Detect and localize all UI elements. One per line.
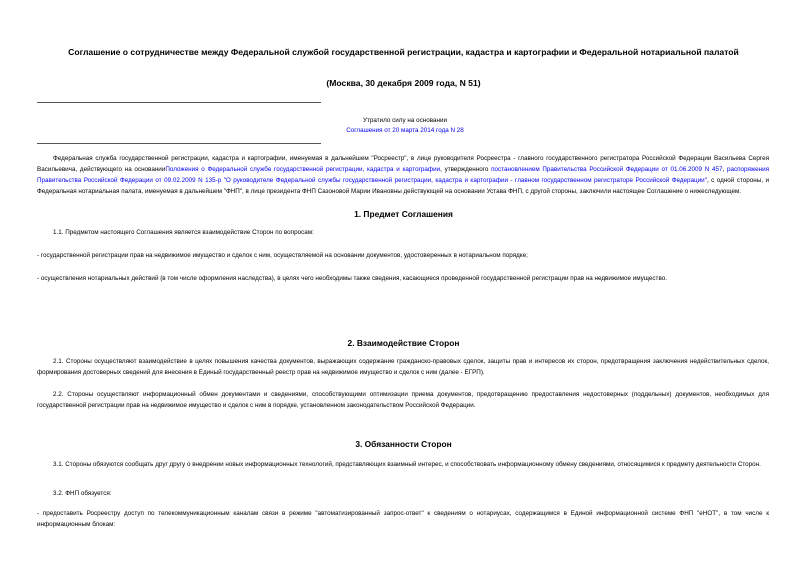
- clause-3-1: 3.1. Стороны обязуются сообщать друг другу о внедрении новых информационных технологий, представляющих взаимный интерес, и способствовать информационному обмену сведениями, относящимися к предмету деятельности Сторон.: [53, 461, 761, 468]
- clause-1-1: 1.1. Предметом настоящего Соглашения является взаимодействие Сторон по вопросам:: [53, 229, 314, 236]
- government-decree-link[interactable]: постановлением Правительства Российской Федерации от 01.06.2009 N 457: [491, 166, 723, 173]
- bottom-divider: [37, 143, 321, 144]
- clause-2-1: 2.1. Стороны осуществляют взаимодействие в целях повышения качества документов, выражающих содержание гражданско-правовых сделок, защиты прав и интересов их сторон, предотвращения заключения недействительных сделок, формирования достоверных сведений для внесения в Единый государственный реестр прав на недвижимое имущество и сделок с ним (далее - ЕГРП).: [37, 358, 769, 376]
- document-subtitle: (Москва, 30 декабря 2009 года, N 51): [326, 78, 481, 88]
- government-order-link[interactable]: распоряжения Правительства Российской Федерации от 09.02.2009 N 135-р "О руководителе Федеральной службы государственной регистрации, кадастра и картографии - главном государственном регистраторе Российской Федерации": [37, 166, 770, 184]
- document-title: Соглашение о сотрудничестве между Федеральной службой государственной регистрации, кадастра и картографии и Федеральной нотариальной палатой: [68, 47, 739, 57]
- clause-3-2: 3.2. ФНП обязуется:: [53, 490, 112, 497]
- status-link-line: [290, 126, 520, 136]
- clause-1-1-item-1: - государственной регистрации прав на недвижимое имущество и сделок с ним, осуществляемой на основании документов, удостоверенных в нотариальном порядке;: [37, 252, 528, 259]
- clause-3-2-item-1: - предоставить Росреестру доступ по телекоммуникационным каналам связи в режиме "автоматизированный запрос-ответ" к сведениям о нотариусах, содержащимся в Единой информационной системе ФНП "еНОТ", в том числе к информационным блокам:: [37, 510, 769, 528]
- section-2-heading: 2. Взаимодействие Сторон: [347, 338, 460, 348]
- repeal-agreement-link[interactable]: Соглашения от 20 марта 2014 года N 28: [346, 127, 464, 134]
- clause-2-2: 2.2. Стороны осуществляют информационный обмен документами и сведениями, способствующими оптимизации приема документов, предотвращению предоставления недостоверных (поддельных) документов, необходимых для государственной регистрации прав на недвижимое имущество и сделок с ним в порядке, установленном законодательством Российской Федерации.: [37, 391, 769, 409]
- intro-paragraph: Федеральная служба государственной регистрации, кадастра и картографии, именуемая в дальнейшем "Росреестр", в лице руководителя Росреестра - главного государственного регистратора Российской Федерации Васильева Сергея Васильевича, действующего на основанииПоложения о Федеральной службе государственной регистрации, кадастра и картографии, утвержденного постановлением Правительства Российской Федерации от 01.06.2009 N 457, распоряжения Правительства Российской Федерации от 09.02.2009 N 135-р "О руководителе Федеральной службы государственной регистрации, кадастра и картографии - главном государственном регистраторе Российской Федерации", с одной стороны, и Федеральная нотариальная палата, именуемая в дальнейшем "ФНП", в лице президента ФНП Сазоновой Марии Ивановны действующей на основании Устава ФНП, с другой стороны, заключили настоящее Соглашение о нижеследующем.: [37, 155, 770, 195]
- section-3-heading: 3. Обязанности Сторон: [355, 439, 452, 449]
- rosreestr-regulation-link[interactable]: Положения о Федеральной службе государственной регистрации, кадастра и картографии: [165, 166, 441, 173]
- clause-1-1-item-2: - осуществления нотариальных действий (в том числе оформления наследства), в целях чего необходимы также сведения, касающиеся проведенной государственной регистрации прав на недвижимое имущество.: [37, 275, 667, 282]
- status-note: Утратило силу на основании: [362, 117, 448, 124]
- top-divider: [37, 102, 321, 103]
- section-1-heading: 1. Предмет Соглашения: [354, 209, 453, 219]
